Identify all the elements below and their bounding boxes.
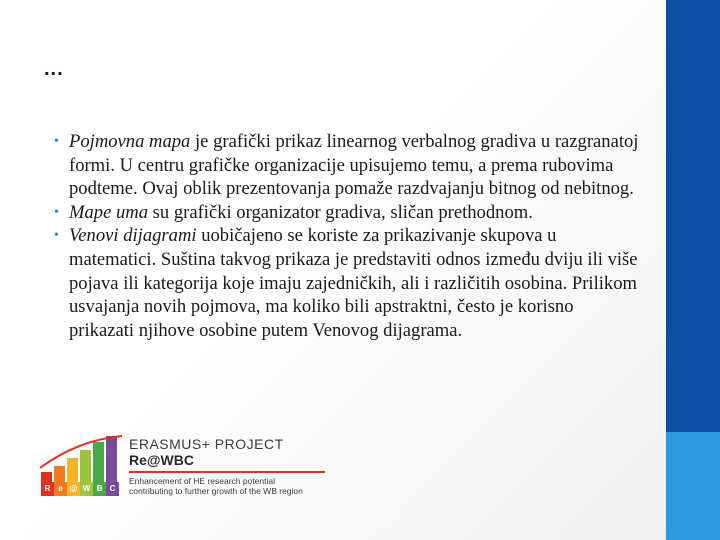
logo-subtitle (129, 476, 303, 496)
logo-letter: @ (67, 482, 80, 496)
bullet-term: Pojmovna mapa (69, 131, 191, 152)
bullet-term: Mape uma (69, 201, 149, 223)
logo-letter: B (93, 482, 106, 496)
logo-subtitle-line: Enhancement of HE research potential (129, 476, 276, 486)
bullet-list (50, 130, 640, 342)
bullet-text: je grafički prikaz linearnog verbalnog gradiva u razgranatoj formi. U centru grafičke organizacije upisujemo temu, a prema rubovima podteme. Ovaj oblik prezentovanja pomaže razdvajanju bitnog od nebitnog. (69, 131, 639, 200)
logo-name: Re@WBC (129, 452, 194, 468)
logo-letter: R (41, 482, 54, 496)
sidebar-accent-block (666, 432, 720, 540)
logo-subtitle-line: contributing to further growth of the WB region (129, 486, 303, 496)
bullet-item (50, 130, 640, 201)
logo-letter: C (106, 482, 119, 496)
bullet-dot-icon: • (54, 134, 59, 149)
logo-letter: W (80, 482, 93, 496)
erasmus-project-logo (38, 434, 338, 498)
decorative-sidebar (666, 0, 720, 540)
bullet-dot-icon: • (54, 204, 59, 220)
logo-heading: ERASMUS+ PROJECT (129, 436, 284, 452)
slide-title: ... (44, 58, 64, 80)
bullet-item (50, 201, 640, 225)
logo-divider (129, 471, 325, 473)
logo-letter: e (54, 482, 67, 496)
bullet-text: uobičajeno se koriste za prikazivanje skupova u matematici. Suština takvog prikaza je predstaviti odnos između dviju ili više pojava ili kategorija koje imaju zajedničkih, ali i različitih osobina. Prilikom usvajanja novih pojmova, ma koliko bili apstraktni, često je korisno prikazati njihove osobine putem Venovog dijagrama. (69, 225, 638, 341)
bullet-term: Venovi dijagrami (69, 225, 197, 247)
bullet-text: su grafički organizator gradiva, sličan prethodnom. (148, 201, 533, 223)
bullet-item (50, 224, 640, 342)
bullet-dot-icon: • (54, 228, 59, 244)
